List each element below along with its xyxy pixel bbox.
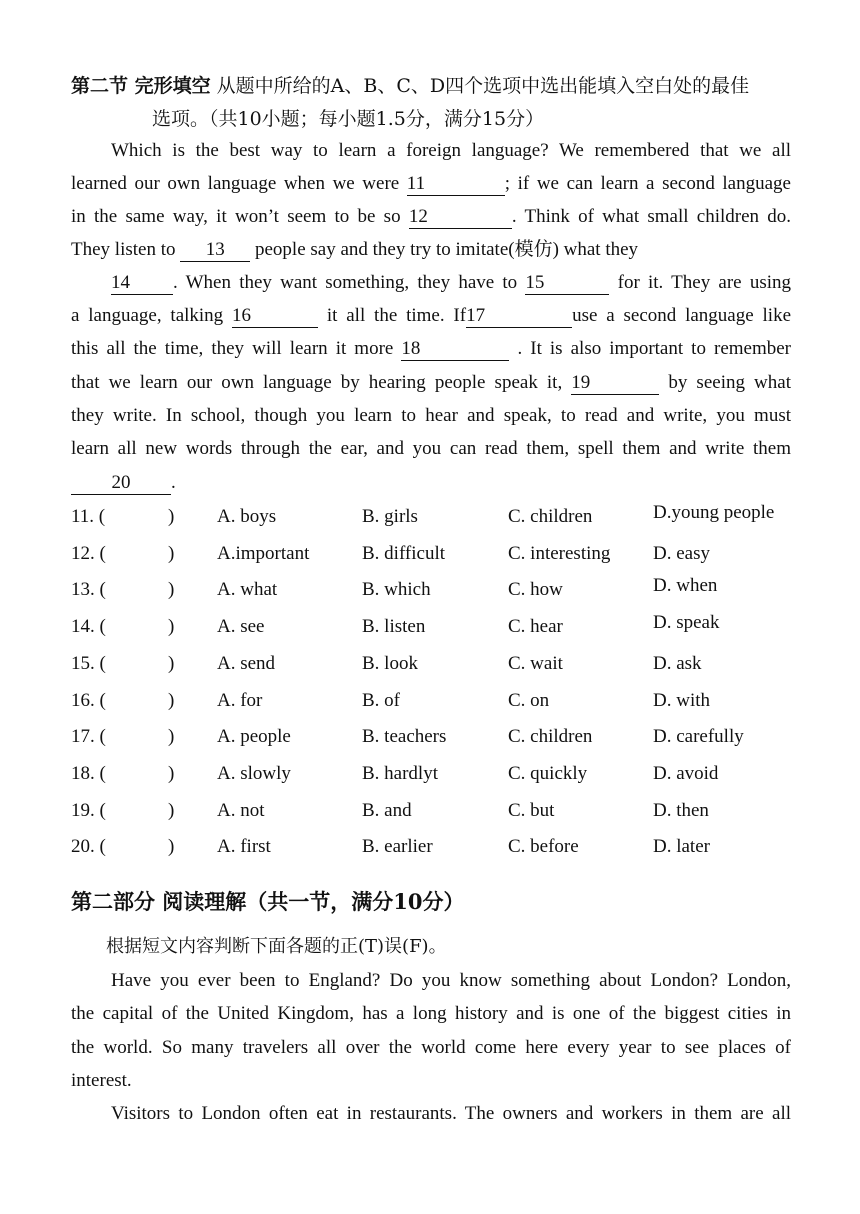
passage-line-6	[71, 299, 791, 332]
option-row-12	[71, 543, 791, 576]
section-header	[71, 70, 791, 103]
answer-slot-close: )	[168, 579, 175, 601]
option-c: C. children	[508, 726, 593, 748]
option-d: D. with	[653, 689, 710, 711]
option-c: C. hear	[508, 616, 563, 638]
option-d: D. when	[653, 575, 718, 597]
passage-line-10: learn all new words through the ear, and you can read them, spell them and write them	[71, 438, 791, 459]
answer-slot-close: )	[168, 506, 175, 527]
answer-slot-close: )	[168, 616, 175, 638]
text: . When they want something, they have to	[173, 272, 518, 293]
option-a: A. first	[217, 836, 271, 858]
blank-14: 14	[111, 272, 173, 295]
option-a: A. slowly	[217, 762, 291, 784]
option-row-14	[71, 612, 791, 649]
blank-18: 18	[401, 338, 509, 361]
blank-17: 17	[466, 305, 572, 328]
text: people say and they try to imitate(模仿) what they	[254, 239, 639, 260]
option-b: B. hardlyt	[362, 762, 438, 784]
option-c: C. before	[508, 836, 579, 858]
option-c: C. on	[508, 689, 550, 711]
text: ; if we can learn a second language	[504, 173, 791, 194]
passage-line-5	[111, 266, 791, 299]
answer-slot-close: )	[168, 726, 175, 748]
option-d: D. ask	[653, 652, 702, 674]
option-row-18	[71, 763, 791, 796]
text: by seeing what	[668, 372, 791, 393]
option-b: B. which	[362, 579, 431, 601]
question-number: 19. (	[71, 799, 106, 821]
section-instruction: 从题中所给的A、B、C、D四个选项中选出能填入空白处的最佳	[216, 75, 750, 97]
option-b: B. earlier	[362, 836, 433, 858]
text: . It is also important to remember	[517, 338, 792, 359]
question-number: 17. (	[71, 726, 106, 748]
text: They listen to	[71, 239, 176, 260]
text: that we learn our own language by hearing people speak it,	[71, 372, 563, 393]
option-a: A. not	[217, 799, 265, 821]
blank-12: 12	[409, 206, 512, 229]
text: .	[171, 472, 176, 493]
option-d: D.young people	[653, 502, 775, 523]
option-row-16	[71, 690, 791, 723]
option-b: B. teachers	[362, 726, 447, 748]
blank-11: 11	[407, 173, 505, 196]
blank-15: 15	[525, 272, 609, 295]
option-d: D. speak	[653, 612, 720, 634]
text: for it. They are using	[617, 272, 791, 293]
option-b: B. difficult	[362, 542, 446, 564]
blank-19: 19	[571, 372, 659, 395]
option-c: C. how	[508, 579, 563, 601]
option-a: A. see	[217, 616, 265, 638]
part2-title: 第二部分 阅读理解（共一节，满分10分）	[71, 889, 465, 914]
question-number: 20. (	[71, 836, 106, 858]
answer-slot-close: )	[168, 836, 175, 858]
text: learned our own language when we were	[71, 173, 400, 194]
option-b: B. of	[362, 689, 400, 711]
answer-slot-close: )	[168, 542, 175, 564]
option-a: A. what	[217, 579, 278, 601]
option-c: C. but	[508, 799, 555, 821]
option-b: B. look	[362, 652, 418, 674]
section-title: 第二节 完形填空	[71, 75, 211, 97]
passage-line-3	[71, 200, 791, 233]
option-row-11	[71, 502, 791, 539]
passage-line-1: Which is the best way to learn a foreign language? We remembered that we all	[111, 140, 791, 161]
answer-slot-close: )	[168, 762, 175, 784]
option-d: D. easy	[653, 542, 710, 564]
question-number: 13. (	[71, 579, 106, 601]
reading-line-4: interest.	[71, 1070, 132, 1091]
answer-slot-close: )	[168, 689, 175, 711]
question-number: 15. (	[71, 652, 106, 674]
option-c: C. children	[508, 506, 593, 527]
answer-slot-close: )	[168, 652, 175, 674]
question-number: 16. (	[71, 689, 106, 711]
text: use a second language like	[572, 305, 791, 326]
option-d: D. then	[653, 799, 709, 821]
option-a: A. boys	[217, 506, 277, 527]
option-d: D. carefully	[653, 726, 744, 748]
passage-line-8	[71, 366, 791, 399]
option-a: A. people	[217, 726, 291, 748]
option-d: D. later	[653, 836, 710, 858]
passage-line-4	[71, 233, 791, 266]
part2-instruction: 根据短文内容判断下面各题的正(T)误(F)。	[106, 936, 447, 957]
reading-line-1: Have you ever been to England? Do you know something about London? London,	[111, 970, 791, 991]
option-row-15	[71, 653, 791, 686]
option-c: C. quickly	[508, 762, 588, 784]
blank-20: 20	[71, 472, 171, 495]
question-number: 14. (	[71, 616, 106, 638]
blank-16: 16	[232, 305, 318, 328]
blank-13: 13	[180, 239, 250, 262]
answer-slot-close: )	[168, 799, 175, 821]
passage-line-7	[71, 332, 791, 365]
option-row-20	[71, 836, 791, 869]
option-d: D. avoid	[653, 762, 719, 784]
text: in the same way, it won’t seem to be so	[71, 206, 401, 227]
passage-line-9: they write. In school, though you learn to hear and speak, to read and write, you must	[71, 405, 791, 426]
reading-line-5: Visitors to London often eat in restaurants. The owners and workers in them are all	[111, 1103, 791, 1124]
option-a: A. send	[217, 652, 276, 674]
option-a: A. for	[217, 689, 263, 711]
reading-line-2: the capital of the United Kingdom, has a long history and is one of the biggest cities in	[71, 1003, 791, 1024]
text: . Think of what small children do.	[511, 206, 792, 227]
text: this all the time, they will learn it more	[71, 338, 394, 359]
option-b: B. and	[362, 799, 412, 821]
question-number: 12. (	[71, 542, 106, 564]
option-c: C. wait	[508, 652, 563, 674]
option-a: A.important	[217, 542, 310, 564]
option-b: B. listen	[362, 616, 426, 638]
option-b: B. girls	[362, 506, 418, 527]
passage-line-11	[71, 466, 791, 499]
question-number: 18. (	[71, 762, 106, 784]
option-c: C. interesting	[508, 542, 611, 564]
reading-line-3: the world. So many travelers all over the world come here every year to see places of	[71, 1037, 791, 1058]
section-instruction-cont: 选项。（共10小题；每小题1.5分，满分15分）	[152, 108, 545, 130]
text: it all the time. If	[326, 305, 467, 326]
passage-line-2	[71, 167, 791, 200]
question-number: 11. (	[71, 506, 106, 527]
text: a language, talking	[71, 305, 224, 326]
option-row-19	[71, 800, 791, 833]
option-row-13	[71, 575, 791, 612]
option-row-17	[71, 726, 791, 759]
